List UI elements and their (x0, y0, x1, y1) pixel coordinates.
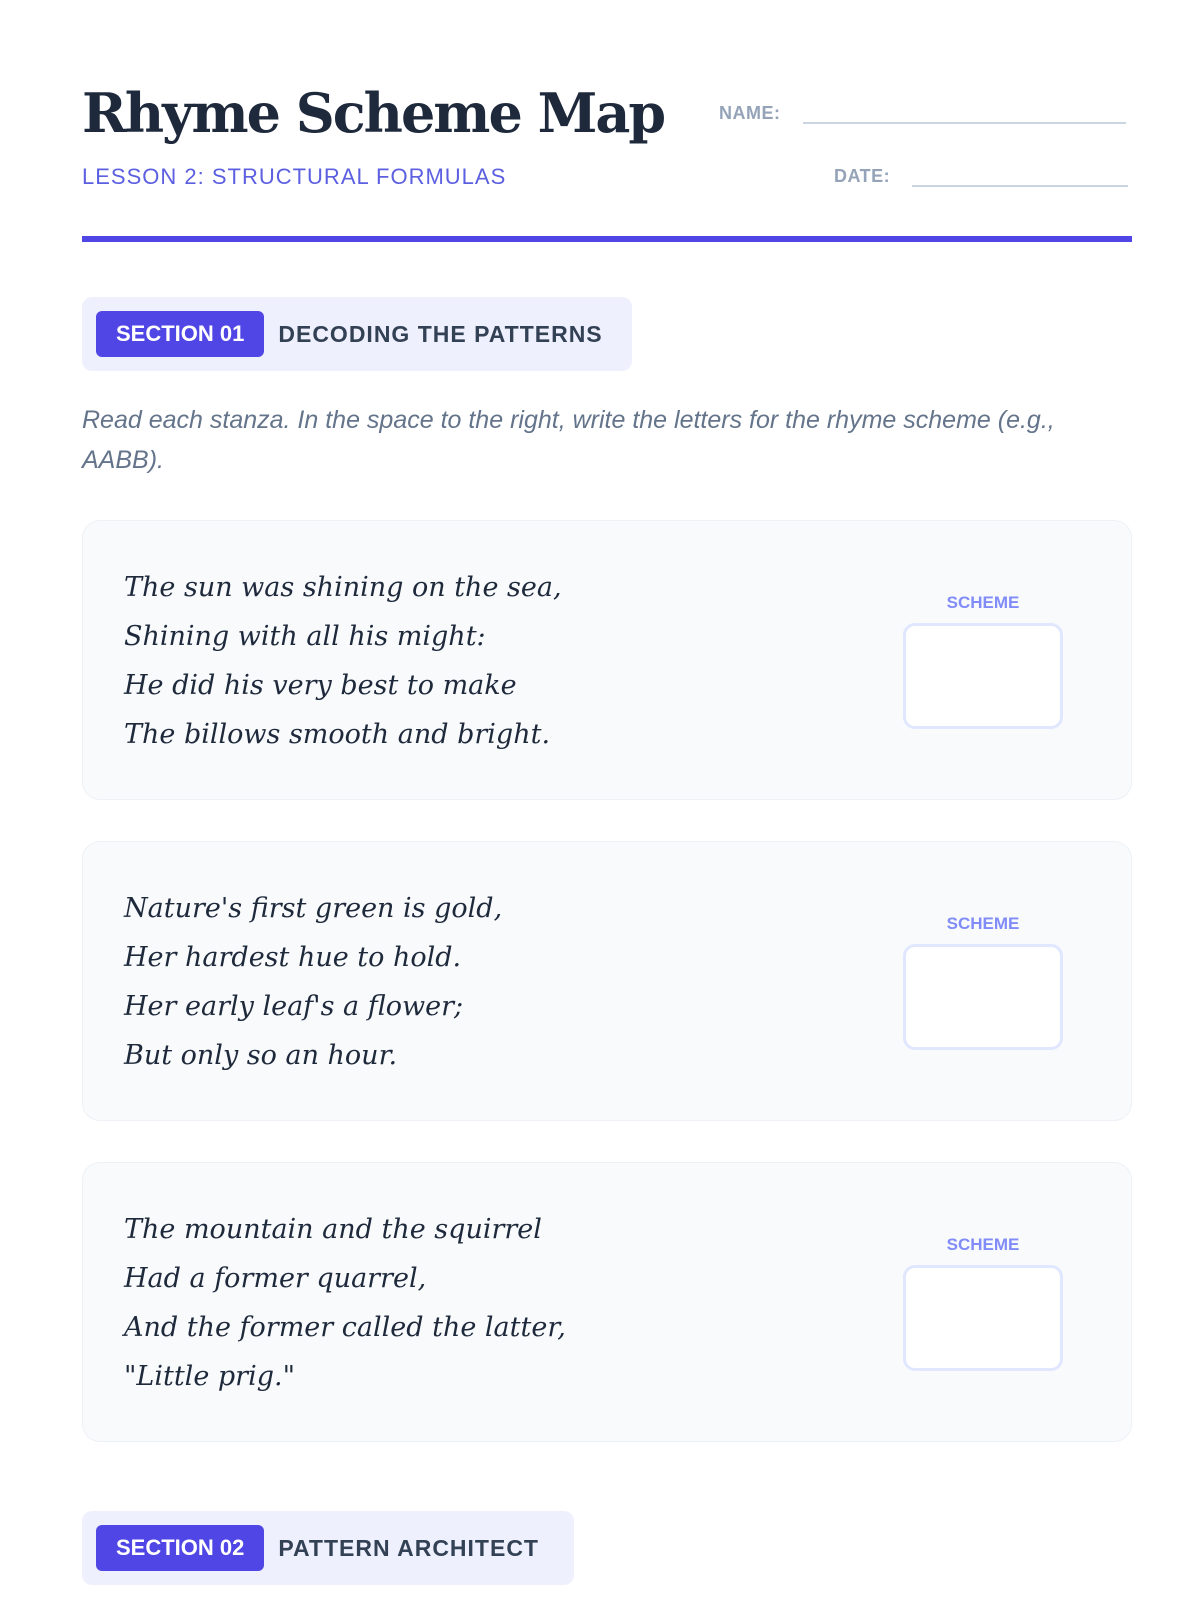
scheme-answer (903, 593, 1063, 729)
section-02-badge: SECTION 02 (96, 1525, 264, 1571)
stanza-line: Nature's first green is gold, (124, 893, 503, 924)
section-01-header (82, 297, 632, 371)
stanza-line: "Little prig." (124, 1361, 295, 1392)
scheme-input-box[interactable] (903, 1265, 1063, 1371)
worksheet-header (82, 0, 1132, 244)
scheme-label: SCHEME (946, 914, 1020, 933)
stanza-line: And the former called the latter, (124, 1312, 566, 1343)
stanza-text (124, 1205, 566, 1401)
section-02-header (82, 1511, 574, 1585)
date-label: DATE: (834, 166, 891, 186)
stanza-card-1 (82, 520, 1132, 800)
section-01-badge: SECTION 01 (96, 311, 264, 357)
section-02-title: PATTERN ARCHITECT (278, 1534, 539, 1561)
lesson-subtitle: LESSON 2: STRUCTURAL FORMULAS (82, 164, 507, 189)
stanza-line: But only so an hour. (124, 1040, 398, 1071)
stanza-text (124, 884, 502, 1080)
stanza-card-3 (82, 1162, 1132, 1442)
section-01-title: DECODING THE PATTERNS (278, 320, 603, 347)
scheme-input-box[interactable] (903, 944, 1063, 1050)
stanza-line: The mountain and the squirrel (124, 1214, 542, 1245)
name-label: NAME: (719, 103, 781, 123)
scheme-label: SCHEME (946, 1235, 1020, 1254)
stanza-line: Had a former quarrel, (124, 1263, 427, 1294)
date-field (834, 167, 1128, 185)
scheme-answer (903, 1235, 1063, 1371)
scheme-answer (903, 914, 1063, 1050)
stanza-line: He did his very best to make (124, 670, 517, 701)
stanza-text (124, 563, 562, 759)
stanza-line: The billows smooth and bright. (124, 719, 551, 750)
stanza-line: Her hardest hue to hold. (124, 942, 462, 973)
stanza-card-2 (82, 841, 1132, 1121)
worksheet-page (82, 0, 1132, 1561)
date-input-line[interactable] (912, 185, 1128, 187)
stanza-line: Her early leaf's a flower; (124, 991, 464, 1022)
stanza-line: Shining with all his might: (124, 621, 486, 652)
name-field (719, 104, 1126, 122)
name-input-line[interactable] (803, 122, 1126, 124)
stanza-line: The sun was shining on the sea, (124, 572, 562, 603)
scheme-input-box[interactable] (903, 623, 1063, 729)
header-divider (82, 236, 1132, 242)
page-title: Rhyme Scheme Map (82, 81, 665, 145)
scheme-label: SCHEME (946, 593, 1020, 612)
section-01-instructions: Read each stanza. In the space to the right, write the letters for the rhyme scheme (e.g., AABB). (82, 406, 1055, 474)
